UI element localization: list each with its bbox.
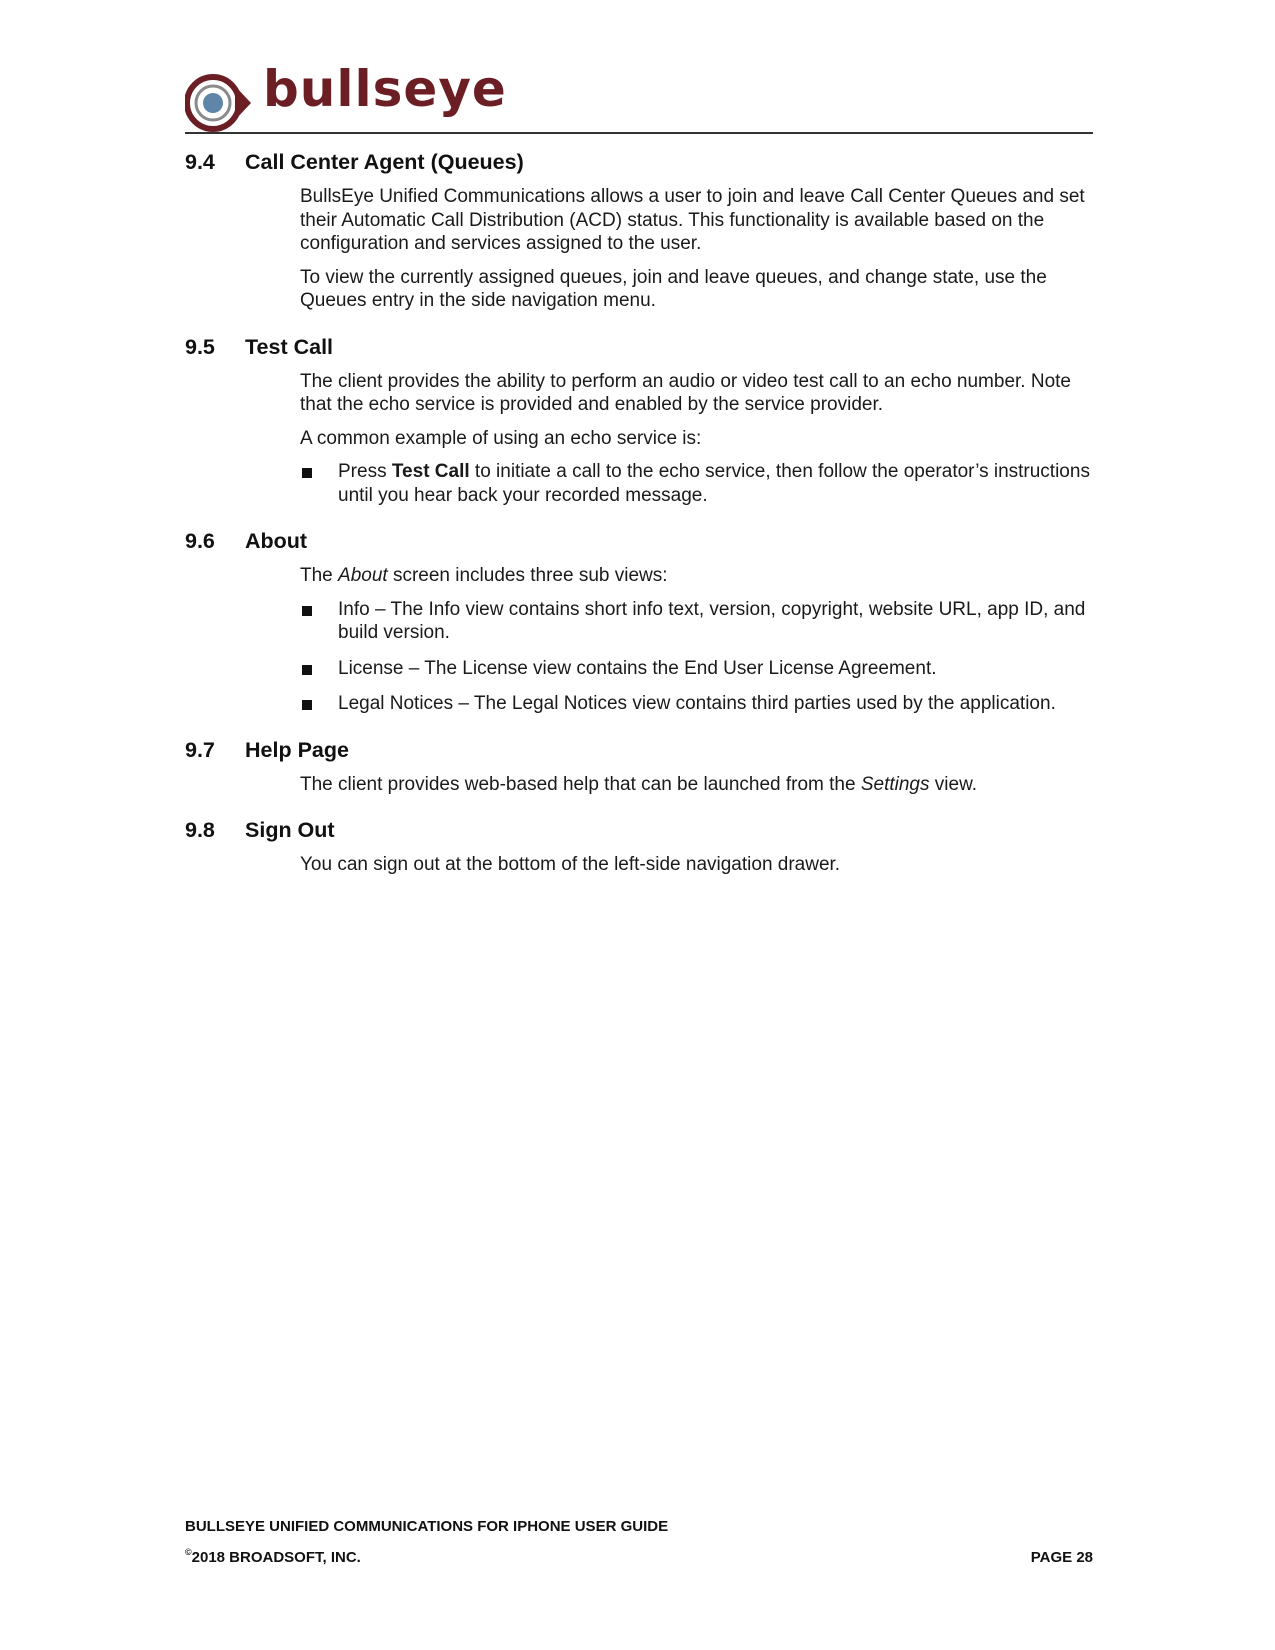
section-number: 9.4 bbox=[185, 150, 215, 174]
bullet-suffix: to initiate a call to the echo service, then follow the operator’s instructions until you hear back your recorded message. bbox=[338, 461, 1090, 506]
paragraph: To view the currently assigned queues, join and leave queues, and change state, use the Queues entry in the side navigation menu. bbox=[300, 266, 1047, 311]
section-number: 9.5 bbox=[185, 334, 215, 359]
section-9-5 bbox=[185, 335, 1093, 508]
list-item bbox=[300, 598, 1093, 645]
section-9-7 bbox=[185, 738, 1093, 797]
square-bullet-icon bbox=[302, 700, 312, 710]
para-prefix: The client provides web-based help that can be launched from the bbox=[300, 773, 861, 795]
section-title: About bbox=[245, 529, 308, 553]
paragraph: You can sign out at the bottom of the left-side navigation drawer. bbox=[300, 854, 841, 875]
intro-prefix: The bbox=[300, 565, 339, 586]
intro-italic: About bbox=[338, 565, 388, 586]
copyright-text: 2018 BROADSOFT, INC. bbox=[191, 1549, 361, 1566]
paragraph bbox=[300, 564, 1093, 588]
square-bullet-icon bbox=[302, 468, 312, 478]
document-body bbox=[185, 150, 1093, 899]
section-9-6 bbox=[185, 529, 1093, 716]
page-footer bbox=[185, 1549, 1093, 1566]
bullet-bold-text: Test Call bbox=[391, 461, 470, 482]
copyright-symbol: © bbox=[185, 1547, 192, 1557]
paragraph: BullsEye Unified Communications allows a user to join and leave Call Center Queues and set their Automatic Call Distribution (ACD) status. This functionality is available based on the configuration and services assigned to the user. bbox=[300, 186, 1085, 254]
bullet-list bbox=[300, 460, 1093, 507]
list-item bbox=[300, 460, 1093, 507]
logo-wordmark: bullseye bbox=[263, 60, 507, 118]
section-heading bbox=[185, 150, 1093, 175]
section-title: Call Center Agent (Queues) bbox=[245, 150, 524, 174]
list-item bbox=[300, 692, 1093, 716]
bullet-text: License – The License view contains the End User License Agreement. bbox=[338, 657, 937, 679]
page-header bbox=[185, 60, 1093, 136]
section-heading bbox=[185, 818, 1093, 843]
bullet-list bbox=[300, 598, 1093, 716]
section-9-4 bbox=[185, 150, 1093, 313]
section-number: 9.6 bbox=[185, 529, 215, 553]
footer-title: BULLSEYE UNIFIED COMMUNICATIONS FOR IPHONE USER GUIDE bbox=[185, 1518, 669, 1535]
paragraph bbox=[300, 773, 1093, 797]
footer-copyright bbox=[185, 1549, 361, 1566]
section-title: Test Call bbox=[245, 334, 334, 359]
square-bullet-icon bbox=[302, 665, 312, 675]
section-heading bbox=[185, 335, 1093, 360]
page-number: PAGE 28 bbox=[1030, 1549, 1093, 1566]
section-number: 9.8 bbox=[185, 818, 215, 842]
intro-suffix: screen includes three sub views: bbox=[387, 565, 668, 586]
section-heading bbox=[185, 738, 1093, 763]
bullseye-logo-icon bbox=[185, 72, 255, 134]
paragraph: The client provides the ability to perform an audio or video test call to an echo number. Note that the echo service is provided and enabled by the service provider. bbox=[300, 370, 1071, 415]
bullet-text: Legal Notices – The Legal Notices view contains third parties used by the application. bbox=[338, 693, 1056, 714]
bullet-text: Info – The Info view contains short info text, version, copyright, website URL, app ID, and build version. bbox=[338, 598, 1086, 643]
square-bullet-icon bbox=[302, 606, 312, 616]
section-title: Sign Out bbox=[245, 818, 335, 842]
section-number: 9.7 bbox=[185, 737, 215, 762]
para-italic: Settings bbox=[860, 773, 930, 795]
section-9-8 bbox=[185, 818, 1093, 877]
paragraph: A common example of using an echo service is: bbox=[300, 427, 702, 449]
section-heading bbox=[185, 529, 1093, 554]
section-title: Help Page bbox=[245, 737, 349, 762]
bullet-prefix: Press bbox=[338, 461, 392, 482]
list-item bbox=[300, 657, 1093, 681]
header-divider bbox=[185, 132, 1093, 134]
para-suffix: view. bbox=[929, 773, 978, 795]
